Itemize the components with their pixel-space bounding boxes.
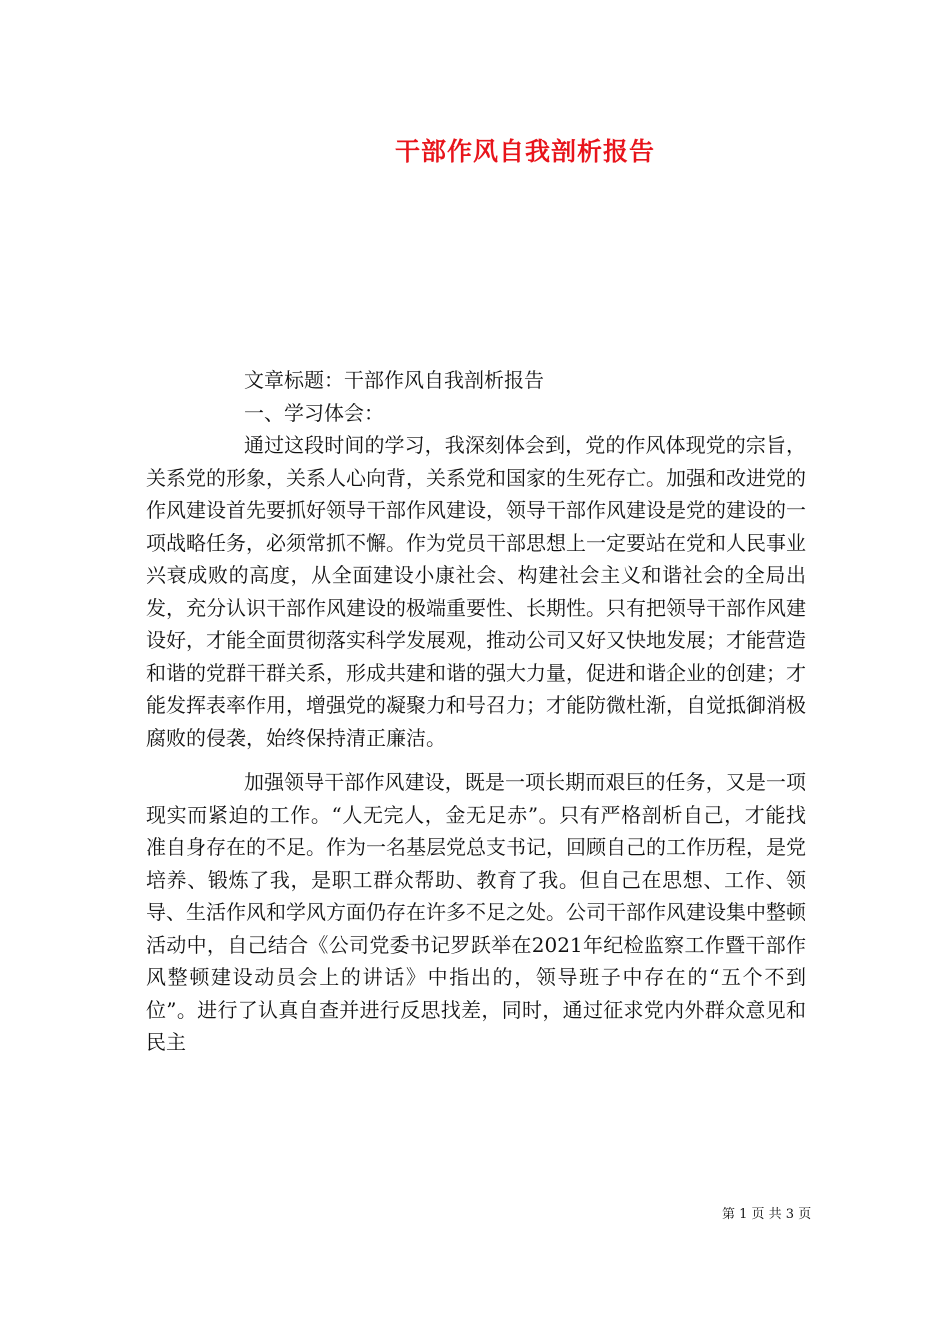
article-heading-line: 文章标题：干部作风自我剖析报告 (244, 368, 544, 392)
body-paragraph: 通过这段时间的学习，我深刻体会到，党的作风体现党的宗旨，关系党的形象，关系人心向背，关系党和国家的生死存亡。加强和改进党的作风建设首先要抓好领导干部作风建设，领导干部作风建设是党的建设的一项战略任务，必须常抓不懈。作为党员干部思想上一定要站在党和人民事业兴衰成败的高度，从全面建设小康社会、构建社会主义和谐社会的全局出发，充分认识干部作风建设的极端重要性、长期性。只有把领导干部作风建设好，才能全面贯彻落实科学发展观，推动公司又好又快地发展；才能营造和谐的党群干群关系，形成共建和谐的强大力量，促进和谐企业的创建；才能发挥表率作用，增强党的凝聚力和号召力；才能防微杜渐，自觉抵御消极腐败的侵袭，始终保持清正廉洁。 (146, 433, 806, 750)
document-body (146, 364, 806, 1059)
body-paragraph: 加强领导干部作风建设，既是一项长期而艰巨的任务，又是一项现实而紧迫的工作。“人无完人，金无足赤”。只有严格剖析自己，才能找准自身存在的不足。作为一名基层党总支书记，回顾自己的工作历程，是党培养、锻炼了我，是职工群众帮助、教育了我。但自己在思想、工作、领导、生活作风和学风方面仍存在许多不足之处。公司干部作风建设集中整顿活动中，自己结合《公司党委书记罗跃举在2021年纪检监察工作暨干部作风整顿建设动员会上的讲话》中指出的，领导班子中存在的“五个不到位”。进行了认真自查并进行反思找差，同时，通过征求党内外群众意见和民主 (146, 770, 806, 1054)
page-title: 干部作风自我剖析报告 (394, 137, 655, 166)
page-number: 第 1 页 共 3 页 (722, 1207, 812, 1222)
section-heading: 一、学习体会： (244, 400, 384, 425)
